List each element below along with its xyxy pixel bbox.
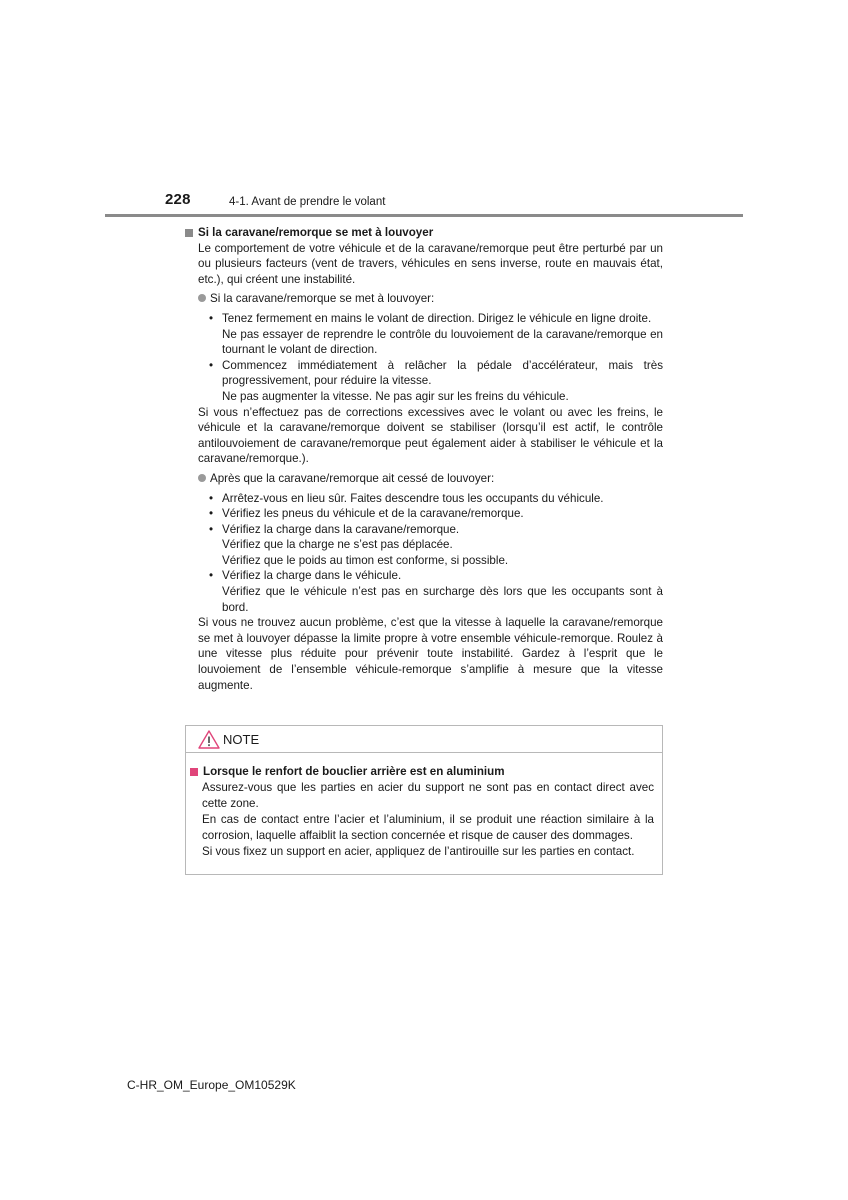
note-label: NOTE bbox=[223, 732, 260, 747]
subsection-heading-1 bbox=[198, 291, 663, 307]
bullet-dot-icon: • bbox=[209, 569, 214, 583]
list-item-line: Arrêtez-vous en lieu sûr. Faites descendre tous les occupants du véhicule. bbox=[222, 491, 604, 505]
bullet-dot-icon: • bbox=[209, 491, 214, 505]
document-code: C-HR_OM_Europe_OM10529K bbox=[127, 1078, 296, 1092]
list-item bbox=[209, 522, 663, 569]
note-heading-text: Lorsque le renfort de bouclier arrière est en aluminium bbox=[203, 765, 505, 778]
main-content bbox=[185, 225, 663, 693]
bullet-dot-icon: • bbox=[209, 507, 214, 521]
page-number: 228 bbox=[165, 191, 191, 208]
list-item-line: Commencez immédiatement à relâcher la pédale d’accélérateur, mais très progressivement, pour réduire la vitesse. bbox=[222, 358, 663, 388]
note-paragraph: Assurez-vous que les parties en acier du support ne sont pas en contact direct avec cette zone. bbox=[202, 781, 654, 810]
list-item-line: Vérifiez la charge dans la caravane/remorque. bbox=[222, 522, 460, 536]
page-header bbox=[0, 0, 848, 220]
list-item bbox=[209, 491, 663, 507]
section-heading bbox=[185, 225, 663, 241]
section-heading-text: Si la caravane/remorque se met à louvoyer bbox=[198, 226, 434, 239]
list-item-line: Vérifiez que le poids au timon est conforme, si possible. bbox=[222, 553, 509, 567]
intro-paragraph: Le comportement de votre véhicule et de la caravane/remorque peut être perturbé par un ou plusieurs facteurs (vent de travers, véhicules en sens inverse, route en mauvais état, etc.), qui créent une instabilité. bbox=[198, 241, 663, 286]
stabilize-paragraph: Si vous n’effectuez pas de corrections excessives avec le volant ou avec les freins, le véhicule et la caravane/remorque doivent se stabiliser (lorsqu’il est actif, le contrôle antilouvoiement de caravane/remorque peut également aider à stabiliser le véhicule et la caravane/remorque.). bbox=[198, 405, 663, 466]
list-item-line: Ne pas augmenter la vitesse. Ne pas agir sur les freins du véhicule. bbox=[222, 389, 569, 403]
circle-bullet-icon bbox=[198, 294, 206, 302]
square-bullet-icon bbox=[185, 229, 193, 237]
section-title: 4-1. Avant de prendre le volant bbox=[229, 196, 386, 208]
note-header bbox=[186, 726, 662, 753]
note-paragraph: Si vous fixez un support en acier, appliquez de l’antirouille sur les parties en contact. bbox=[202, 845, 635, 858]
list-item-line: Vérifiez les pneus du véhicule et de la caravane/remorque. bbox=[222, 507, 524, 521]
note-box bbox=[185, 725, 663, 875]
circle-bullet-icon bbox=[198, 474, 206, 482]
instruction-list-1 bbox=[209, 311, 663, 405]
list-item-line: Vérifiez que le véhicule n’est pas en surcharge dès lors que les occupants sont à bord. bbox=[222, 585, 663, 614]
note-paragraph: En cas de contact entre l’acier et l’aluminium, il se produit une réaction similaire à la corrosion, laquelle affaiblit la section concernée et risque de causer des dommages. bbox=[202, 813, 654, 842]
list-item-line: Tenez fermement en mains le volant de direction. Dirigez le véhicule en ligne droite. bbox=[222, 311, 652, 325]
list-item bbox=[209, 311, 663, 358]
list-item bbox=[209, 568, 663, 615]
list-item bbox=[209, 506, 663, 522]
bullet-dot-icon: • bbox=[209, 358, 214, 372]
instruction-list-2 bbox=[209, 491, 663, 616]
bullet-dot-icon: • bbox=[209, 311, 214, 325]
note-heading bbox=[190, 764, 654, 780]
subsection-heading-2-text: Après que la caravane/remorque ait cessé de louvoyer: bbox=[210, 471, 495, 485]
subsection-heading-1-text: Si la caravane/remorque se met à louvoyer: bbox=[210, 292, 435, 306]
conclusion-paragraph: Si vous ne trouvez aucun problème, c’est que la vitesse à laquelle la caravane/remorque se met à louvoyer dépasse la limite propre à votre ensemble véhicule-remorque. Roulez à une vitesse plus réduite pour prévenir toute instabilité. Gardez à l’esprit que le louvoiement de l’ensemble véhicule-remorque s’amplifie à mesure que la vitesse augmente. bbox=[198, 616, 663, 692]
subsection-heading-2 bbox=[198, 471, 663, 487]
list-item bbox=[209, 358, 663, 405]
list-item-line: Vérifiez que la charge ne s’est pas déplacée. bbox=[222, 538, 453, 552]
list-item-line: Ne pas essayer de reprendre le contrôle du louvoiement de la caravane/remorque en tournant le volant de direction. bbox=[222, 327, 663, 357]
bullet-dot-icon: • bbox=[209, 522, 214, 536]
header-rule bbox=[105, 214, 743, 217]
note-body bbox=[190, 764, 654, 860]
square-bullet-icon bbox=[190, 768, 198, 776]
warning-triangle-icon bbox=[198, 730, 220, 749]
list-item-line: Vérifiez la charge dans le véhicule. bbox=[222, 569, 402, 583]
